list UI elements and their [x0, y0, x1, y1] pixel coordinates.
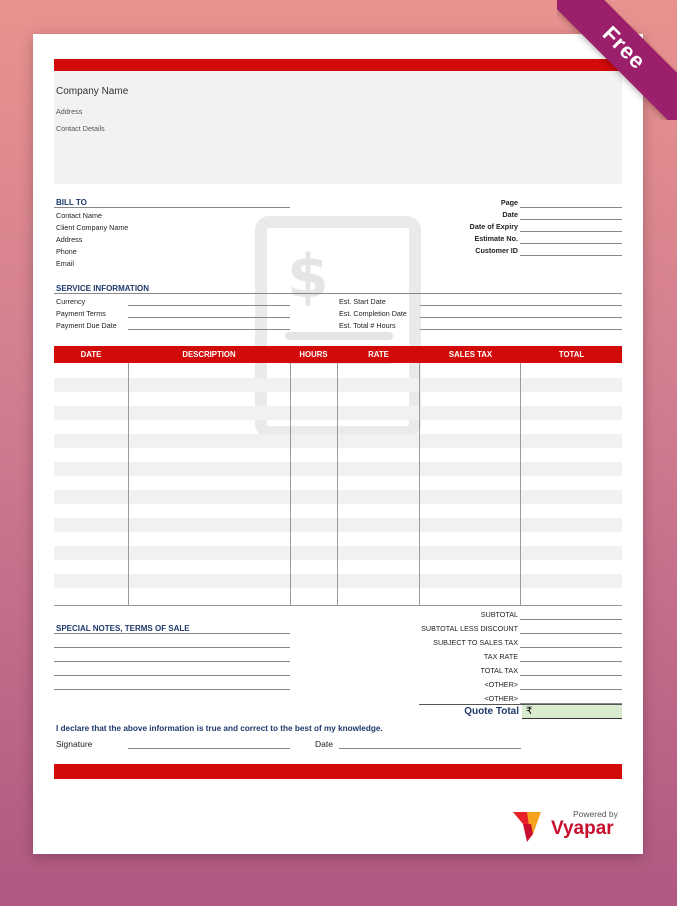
company-header-box — [54, 71, 622, 184]
subtotal-label: SUBTOTAL — [480, 610, 518, 619]
service-terms-line[interactable] — [128, 317, 290, 318]
service-due-label: Payment Due Date — [56, 321, 117, 330]
dollar-watermark-icon: $ — [287, 242, 329, 312]
service-completion-line[interactable] — [420, 317, 622, 318]
bill-to-phone: Phone — [56, 247, 77, 256]
service-hours-label: Est. Total # Hours — [339, 321, 396, 330]
table-divider — [290, 363, 291, 605]
bill-to-underline — [54, 207, 290, 208]
quote-total-field[interactable] — [522, 705, 622, 719]
tax-rate-label: TAX RATE — [483, 652, 518, 661]
vyapar-brand-name: Vyapar — [551, 818, 614, 839]
service-due-line[interactable] — [128, 329, 290, 330]
watermark-bar — [285, 332, 393, 340]
quote-total-label: Quote Total — [464, 706, 519, 717]
total-tax-label: TOTAL TAX — [480, 666, 518, 675]
meta-customer-label: Customer ID — [475, 246, 518, 255]
meta-expiry-line[interactable] — [520, 231, 622, 232]
table-row[interactable] — [54, 406, 622, 420]
subtotal-less-discount-label: SUBTOTAL LESS DISCOUNT — [421, 624, 518, 633]
powered-by-text: Powered by — [573, 809, 618, 819]
col-date: DATE — [80, 350, 102, 359]
rupee-symbol: ₹ — [526, 706, 533, 717]
bill-to-email: Email — [56, 259, 74, 268]
company-address: Address — [56, 107, 83, 116]
notes-line[interactable] — [54, 689, 290, 690]
declaration-date-line[interactable] — [339, 748, 521, 749]
service-currency-label: Currency — [56, 297, 86, 306]
col-sales-tax: SALES TAX — [448, 350, 493, 359]
notes-line[interactable] — [54, 633, 290, 634]
service-start-line[interactable] — [420, 305, 622, 306]
meta-estimate-label: Estimate No. — [474, 234, 518, 243]
signature-line[interactable] — [128, 748, 290, 749]
meta-date-label: Date — [502, 210, 518, 219]
notes-heading: SPECIAL NOTES, TERMS OF SALE — [56, 624, 190, 633]
table-row[interactable] — [54, 518, 622, 532]
col-hours: HOURS — [299, 350, 328, 359]
free-ribbon-wrap — [557, 0, 677, 120]
service-hours-line[interactable] — [420, 329, 622, 330]
col-total: TOTAL — [558, 350, 585, 359]
meta-date-line[interactable] — [520, 219, 622, 220]
company-name: Company Name — [56, 86, 129, 97]
table-row[interactable] — [54, 574, 622, 588]
col-description: DESCRIPTION — [182, 350, 236, 359]
subtotal-less-discount-line[interactable] — [520, 633, 622, 634]
total-tax-line[interactable] — [520, 675, 622, 676]
service-completion-label: Est. Completion Date — [339, 309, 407, 318]
bill-to-client-company: Client Company Name — [56, 223, 129, 232]
table-row[interactable] — [54, 462, 622, 476]
table-row[interactable] — [54, 546, 622, 560]
bill-to-contact-name: Contact Name — [56, 211, 102, 220]
table-bottom-line — [54, 605, 622, 606]
table-row[interactable] — [54, 490, 622, 504]
service-start-label: Est. Start Date — [339, 297, 386, 306]
subject-to-tax-label: SUBJECT TO SALES TAX — [433, 638, 518, 647]
service-currency-line[interactable] — [128, 305, 290, 306]
table-divider — [337, 363, 338, 605]
notes-line[interactable] — [54, 675, 290, 676]
table-divider — [520, 363, 521, 605]
meta-page-line[interactable] — [520, 207, 622, 208]
table-header — [54, 346, 622, 363]
free-ribbon: Free — [557, 0, 677, 120]
bill-to-address: Address — [56, 235, 83, 244]
meta-expiry-label: Date of Expiry — [469, 222, 518, 231]
subject-to-tax-line[interactable] — [520, 647, 622, 648]
other-label-2: <OTHER> — [484, 694, 518, 703]
notes-line[interactable] — [54, 647, 290, 648]
subtotal-line[interactable] — [520, 619, 622, 620]
meta-page-label: Page — [500, 198, 518, 207]
table-divider — [419, 363, 420, 605]
declaration-date-label: Date — [315, 739, 333, 749]
table-divider — [128, 363, 129, 605]
service-heading: SERVICE INFORMATION — [56, 284, 150, 293]
meta-estimate-line[interactable] — [520, 243, 622, 244]
col-rate: RATE — [368, 350, 389, 359]
notes-line[interactable] — [54, 661, 290, 662]
other-line-1[interactable] — [520, 689, 622, 690]
service-terms-label: Payment Terms — [56, 309, 106, 318]
vyapar-logo-icon — [513, 812, 549, 842]
other-label-1: <OTHER> — [484, 680, 518, 689]
company-contact: Contact Details — [56, 124, 105, 133]
meta-customer-line[interactable] — [520, 255, 622, 256]
service-underline — [54, 293, 622, 294]
bill-to-heading: BILL TO — [56, 198, 87, 207]
quote-sheet — [33, 34, 643, 854]
bottom-red-bar — [54, 764, 622, 779]
table-row[interactable] — [54, 434, 622, 448]
tax-rate-line[interactable] — [520, 661, 622, 662]
declaration-text: I declare that the above information is true and correct to the best of my knowledge. — [56, 724, 383, 733]
signature-label: Signature — [56, 739, 93, 749]
top-red-bar — [54, 59, 622, 71]
table-row[interactable] — [54, 378, 622, 392]
